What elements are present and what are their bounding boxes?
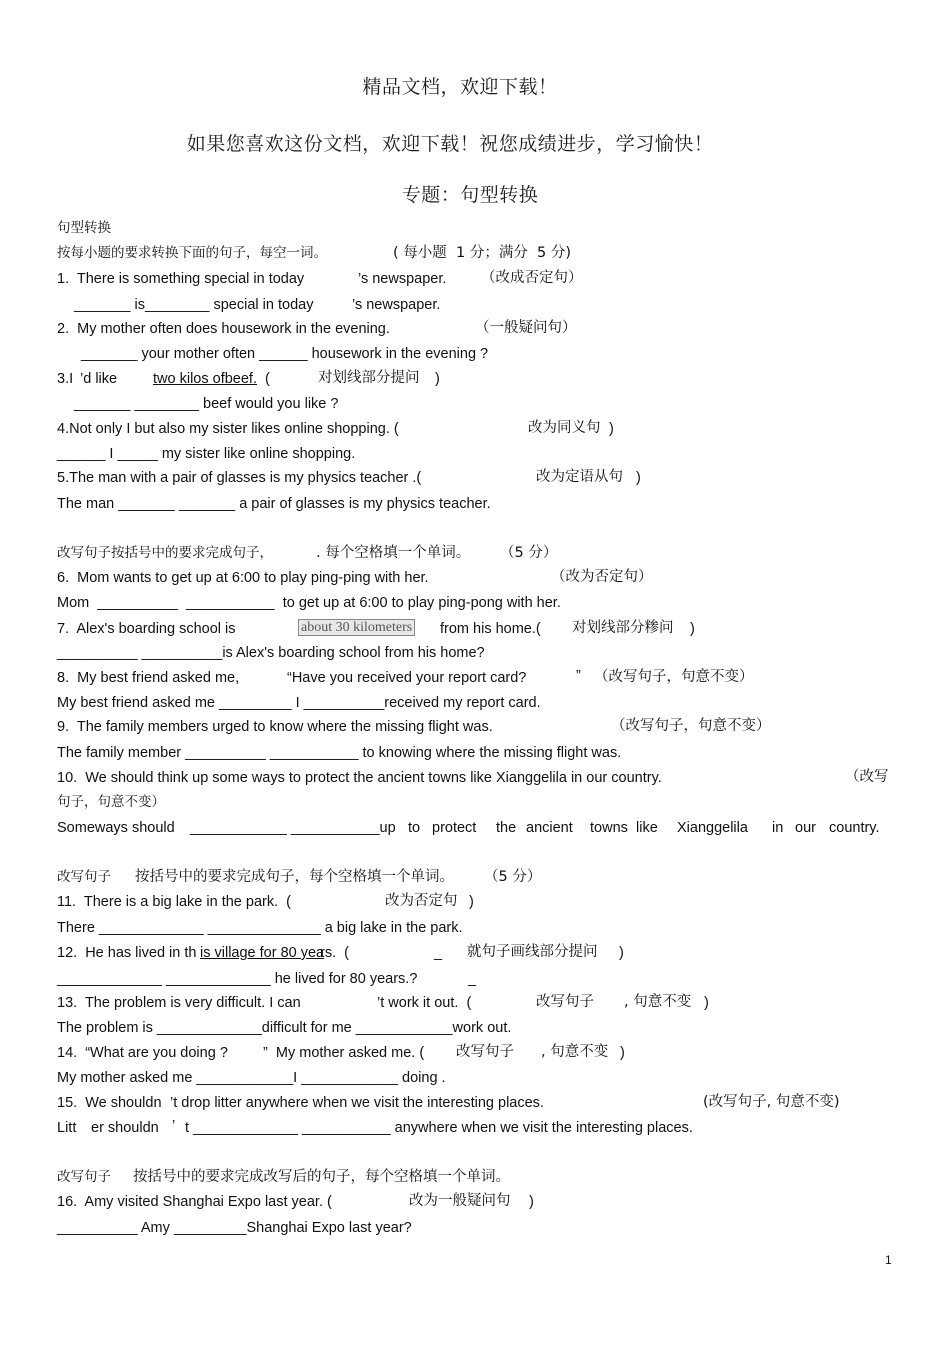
q12-answer: _____________ _____________ he lived for 80 years.? [57, 971, 418, 987]
q15-requirement: (改写句子, 句意不变) [703, 1094, 840, 1110]
q6-requirement: （改为否定句） [551, 569, 653, 585]
q1-answer: _______ is________ special in today [74, 297, 314, 313]
q2-answer: _______ your mother often ______ housework in the evening ? [81, 346, 489, 362]
q12-close: ) [619, 945, 624, 961]
q16-text: 16. Amy visited Shanghai Expo last year. ( [57, 1194, 332, 1210]
q4-text: 4.Not only I but also my sister likes online shopping. ( [57, 421, 399, 437]
q11-text: 11. There is a big lake in the park. ( [57, 894, 292, 910]
q10-answer-w4: the [496, 820, 517, 836]
q10-answer-w10: our [795, 820, 816, 836]
q3-text-b: ’d like [80, 371, 118, 387]
q10-answer-w5: ancient [526, 820, 573, 836]
q3-close: ) [435, 371, 440, 387]
doc-header-line1: 精品文档，欢迎下载！ [362, 76, 558, 98]
q12-answer-mark: _ [468, 971, 477, 987]
q16-close: ) [529, 1194, 534, 1210]
q10-requirement-b: 句子，句意不变） [57, 794, 165, 810]
topic-title: 专题：句型转换 [401, 184, 539, 206]
q7-boxed-phrase: about 30 kilometers [298, 619, 415, 636]
q10-answer-w6: towns [590, 820, 628, 836]
q13-text-b: ’t work it out. ( [377, 995, 472, 1011]
q10-answer-w2: to [408, 820, 421, 836]
q11-answer: There _____________ ______________ a big lake in the park. [57, 920, 463, 936]
q1-text: 1. There is something special in today [57, 271, 305, 287]
q4-requirement: 改为同义句 [528, 420, 601, 436]
q1-text-b: ’s newspaper. [358, 271, 447, 287]
q6-answer: Mom __________ ___________ to get up at 6:00 to play ping-pong with her. [57, 595, 561, 611]
section3-instruction-a: 改写句子 [57, 869, 111, 885]
q14-text: 14. “What are you doing ? [57, 1045, 228, 1061]
q12-underlined: is village for 80 yea [200, 945, 325, 961]
q14-close: ) [620, 1045, 625, 1061]
q7-close: ) [690, 621, 695, 637]
q10-answer-w11: country. [829, 820, 880, 836]
q8-quote-end: ” [576, 668, 581, 684]
section2-instruction: 改写句子按括号中的要求完成句子， [57, 545, 273, 561]
q13-requirement-b: , 句意不变 [624, 994, 692, 1010]
q16-answer: __________ Amy _________Shanghai Expo last year? [57, 1220, 412, 1236]
q7-text: 7. Alex's boarding school is [57, 621, 236, 637]
q10-requirement-a: （改写 [845, 769, 889, 785]
q3-underlined: two kilos ofbeef. [153, 371, 257, 387]
q14-requirement-b: , 句意不变 [541, 1044, 609, 1060]
q4-answer: ______ I _____ my sister like online shopping. [57, 446, 356, 462]
section1-instruction: 按每小题的要求转换下面的句子，每空一词。 [57, 245, 327, 261]
q3-text-a: 3.I [57, 371, 74, 387]
q9-answer: The family member __________ ___________ to knowing where the missing flight was. [57, 745, 622, 761]
q13-text: 13. The problem is very difficult. I can [57, 995, 301, 1011]
q10-answer-w3: protect [432, 820, 477, 836]
q14-requirement: 改写句子 [456, 1044, 514, 1060]
q7-requirement: 对划线部分糁问 [572, 620, 674, 636]
q10-answer-w9: in [772, 820, 784, 836]
section2-score: （5 分） [500, 545, 558, 561]
q15-answer-a: Litt [57, 1120, 77, 1136]
q8-answer: My best friend asked me _________ I __________received my report card. [57, 695, 541, 711]
q2-requirement: （一般疑问句） [475, 320, 577, 336]
q9-requirement: （改写句子，句意不变） [611, 718, 771, 734]
q3-requirement: 对划线部分提问 [318, 370, 420, 386]
q1-answer-b: ’s newspaper. [352, 297, 441, 313]
q13-close: ) [704, 995, 709, 1011]
q14-text-b: ” My mother asked me. ( [263, 1045, 425, 1061]
section2-instruction-b: . 每个空格填一个单词。 [316, 545, 471, 561]
section1-score: ( 每小题 1 分；满分 5 分) [393, 245, 572, 261]
q15-answer-d: t _____________ ___________ anywhere when we visit the interesting places. [185, 1120, 693, 1136]
q14-answer: My mother asked me ____________I ____________ doing . [57, 1070, 446, 1086]
q1-requirement: （改成否定句） [481, 270, 583, 286]
q10-answer-w7: like [636, 820, 658, 836]
q15-text-b: ’t drop litter anywhere when we visit the interesting places. [170, 1095, 544, 1111]
q15-answer-b: er shouldn [91, 1120, 159, 1136]
q4-close: ) [609, 421, 614, 437]
q3-answer: _______ ________ beef would you like ? [74, 396, 339, 412]
q13-answer: The problem is _____________difficult for me ____________work out. [57, 1020, 512, 1036]
q11-requirement: 改为否定句 [385, 893, 458, 909]
section3-score: （5 分） [484, 869, 542, 885]
section4-instruction-a: 改写句子 [57, 1169, 111, 1185]
q12-text-b: rs. ( [320, 945, 349, 961]
q15-answer-c: ’ [172, 1118, 176, 1134]
q10-text: 10. We should think up some ways to protect the ancient towns like Xianggelila in our country. [57, 770, 662, 786]
page-number: 1 [885, 1253, 892, 1267]
q8-requirement: （改写句子，句意不变） [594, 669, 754, 685]
q12-requirement: 就句子画线部分提问 [467, 944, 598, 960]
q12-mark: _ [434, 945, 443, 961]
q11-close: ) [469, 894, 474, 910]
doc-header-line2: 如果您喜欢这份文档，欢迎下载！祝您成绩进步，学习愉快！ [186, 133, 714, 155]
q2-text: 2. My mother often does housework in the evening. [57, 321, 390, 337]
section1-title: 句型转换 [57, 220, 111, 236]
q5-close: ) [636, 470, 641, 486]
q15-text: 15. We shouldn [57, 1095, 162, 1111]
q10-answer-w8: Xianggelila [677, 820, 748, 836]
q10-answer-w0: Someways should [57, 820, 175, 836]
q13-requirement: 改写句子 [536, 994, 594, 1010]
q16-requirement: 改为一般疑问句 [409, 1193, 511, 1209]
q12-text-a: 12. He has lived in th [57, 945, 197, 961]
q5-text: 5.The man with a pair of glasses is my physics teacher .( [57, 470, 422, 486]
q7-boxed [298, 618, 415, 636]
q6-text: 6. Mom wants to get up at 6:00 to play ping-ping with her. [57, 570, 429, 586]
q8-text: 8. My best friend asked me, [57, 670, 240, 686]
q7-text-b: from his home.( [440, 621, 541, 637]
q7-answer: __________ __________is Alex's boarding school from his home? [57, 645, 485, 661]
q9-text: 9. The family members urged to know where the missing flight was. [57, 719, 493, 735]
q8-quote: “Have you received your report card? [287, 670, 527, 686]
q5-requirement: 改为定语从句 [536, 469, 623, 485]
section3-instruction-b: 按括号中的要求完成句子，每个空格填一个单词。 [135, 869, 454, 885]
section4-instruction-b: 按括号中的要求完成改写后的句子，每个空格填一个单词。 [133, 1169, 510, 1185]
q3-paren: ( [265, 371, 270, 387]
q10-answer-w1: ____________ ___________up [190, 820, 396, 836]
q5-answer: The man _______ _______ a pair of glasses is my physics teacher. [57, 496, 491, 512]
